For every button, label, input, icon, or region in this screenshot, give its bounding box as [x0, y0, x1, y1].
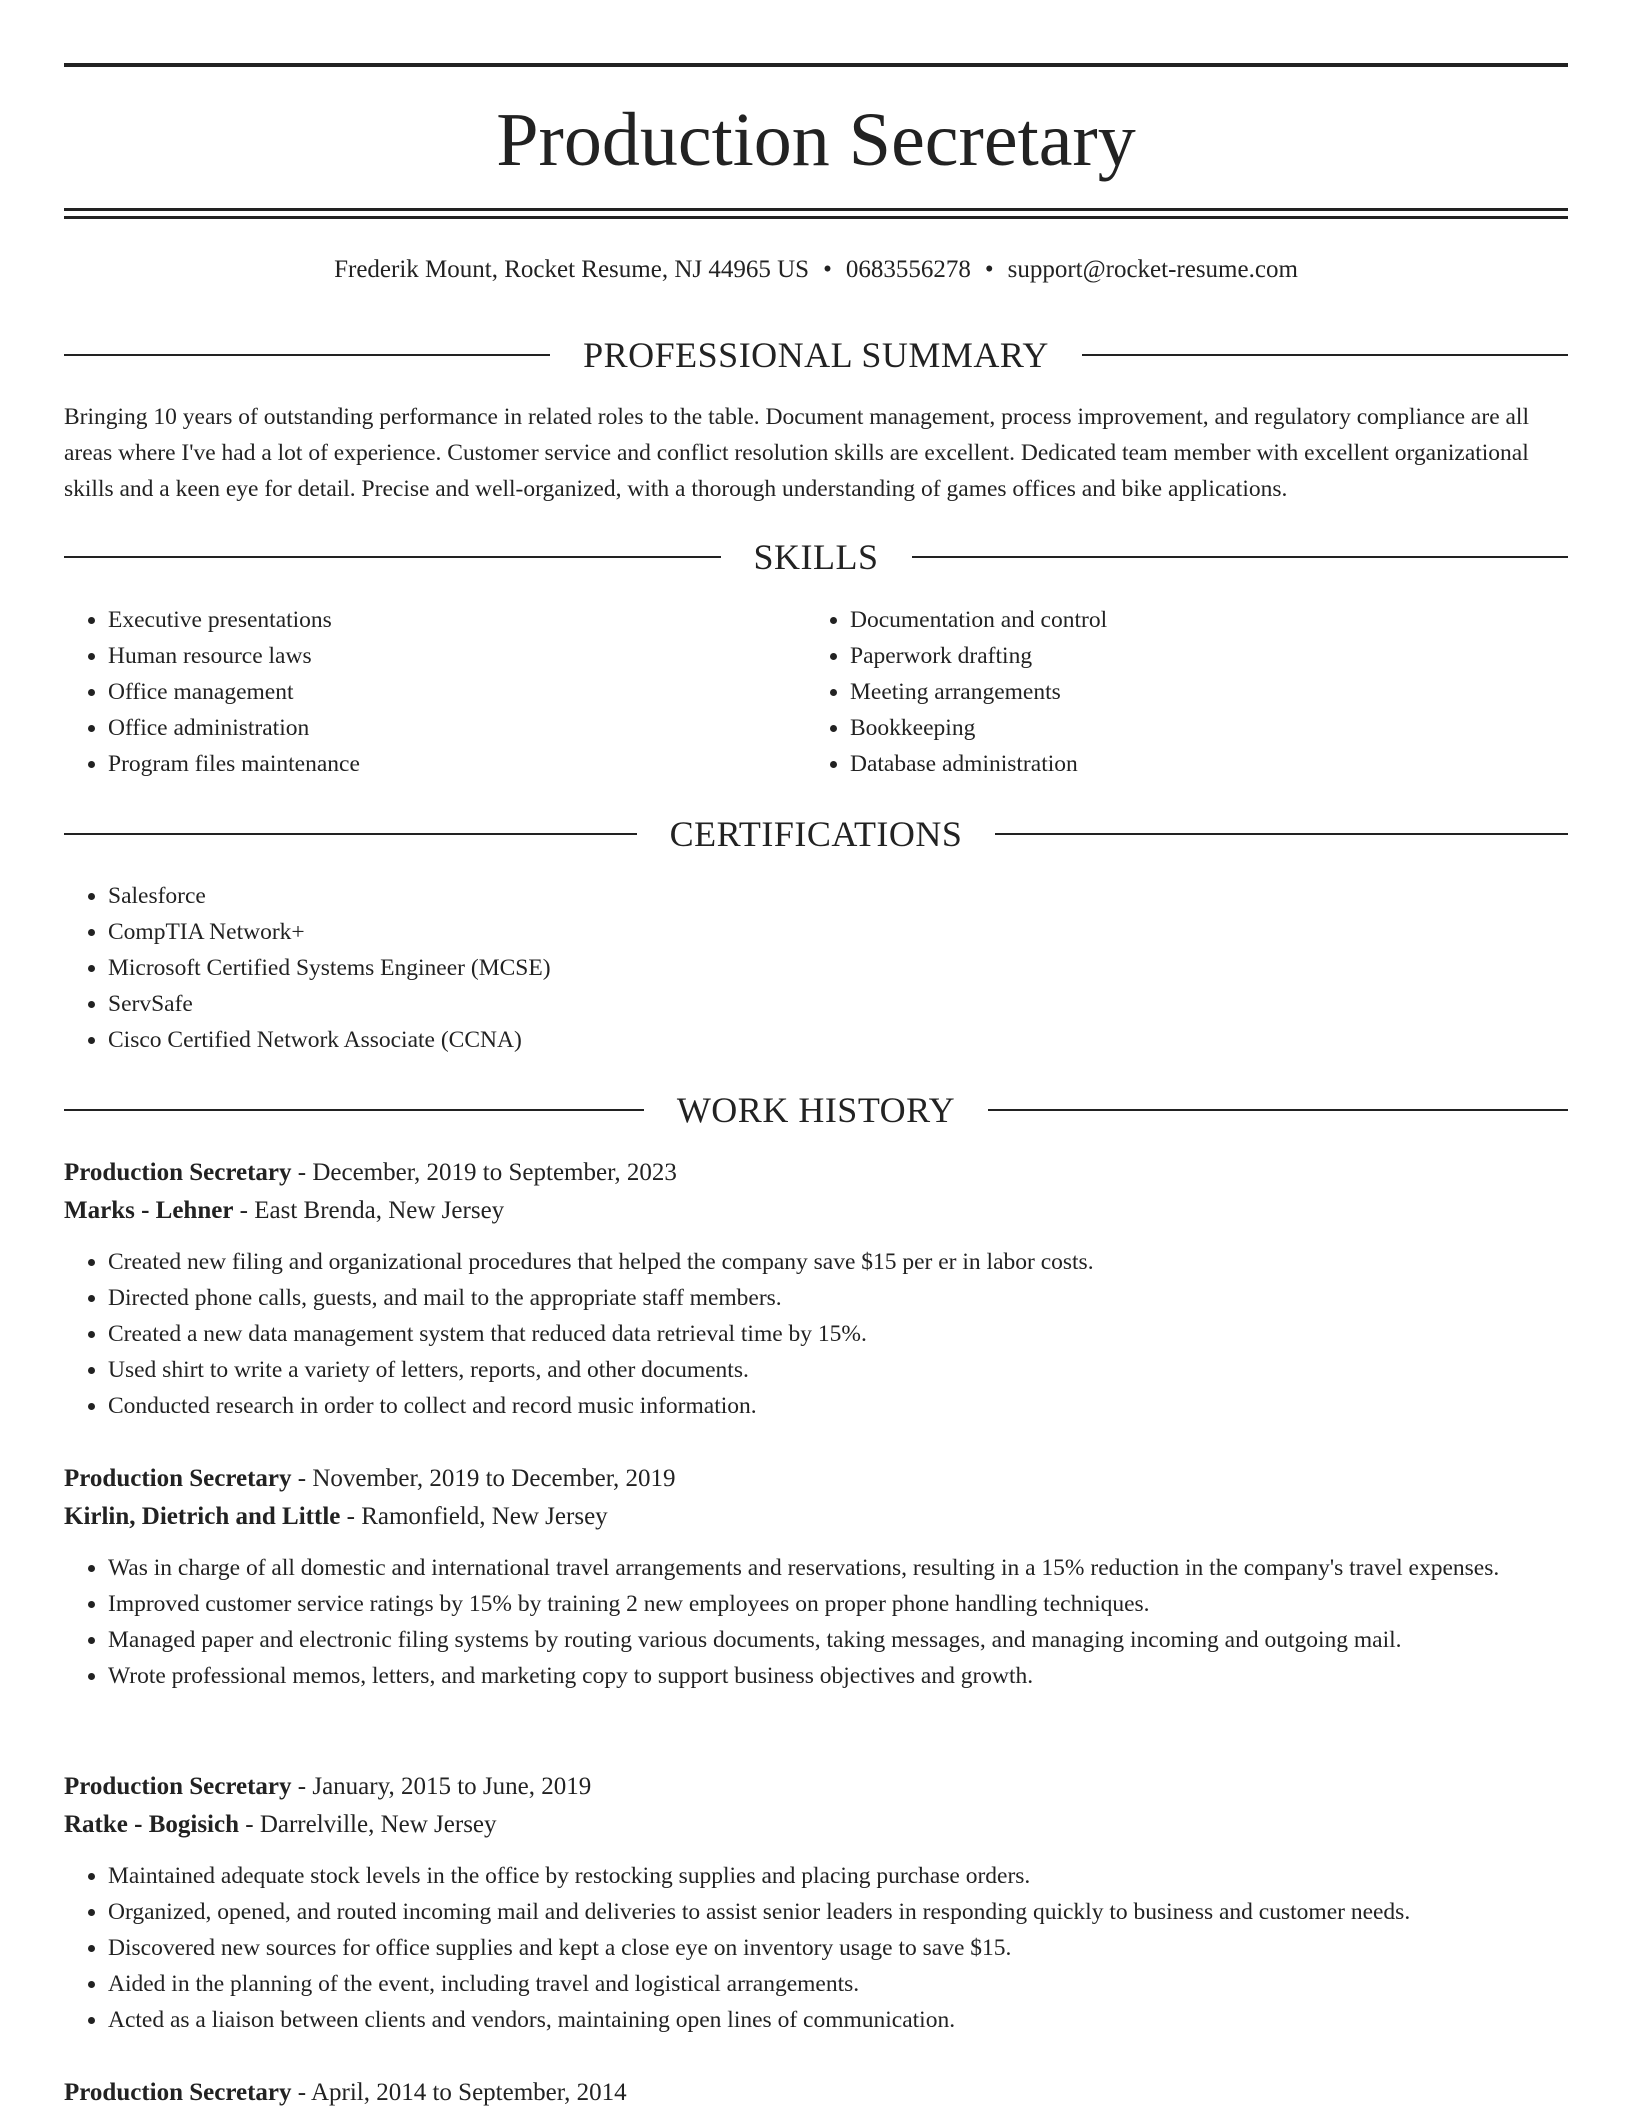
work-history-heading-label: WORK HISTORY [676, 1090, 956, 1130]
job-bullet: • Created new filing and organizational procedures that helped the company save $15 per er in labor costs. [108, 1244, 1568, 1280]
job-title: Production Secretary [64, 1159, 292, 1186]
job-title-line [64, 1460, 1568, 1498]
job-bullet: • Acted as a liaison between clients and vendors, maintaining open lines of communication. [108, 2002, 1568, 2038]
skills-column-left [64, 602, 764, 782]
certification-item: • Microsoft Certified Systems Engineer (MCSE) [108, 950, 1568, 986]
job-company-line [64, 1192, 1568, 1230]
skill-item: • Documentation and control [850, 602, 1506, 638]
job-bullet: • Improved customer service ratings by 15% by training 2 new employees on proper phone handling techniques. [108, 1586, 1568, 1622]
job-bullet: • Used shirt to write a variety of letters, reports, and other documents. [108, 1352, 1568, 1388]
certifications-list [64, 878, 1568, 1058]
certification-item: • Salesforce [108, 878, 1568, 914]
certification-item: • CompTIA Network+ [108, 914, 1568, 950]
job-title: Production Secretary [64, 1465, 292, 1492]
job-title-line [64, 1154, 1568, 1192]
job-bullet: • Managed paper and electronic filing systems by routing various documents, taking messages, and managing incoming and outgoing mail. [108, 1622, 1568, 1658]
skills-column-right [806, 602, 1506, 782]
skill-item: • Paperwork drafting [850, 638, 1506, 674]
contact-address: Frederik Mount, Rocket Resume, NJ 44965 US [334, 256, 810, 283]
job-location: - Darrelville, New Jersey [239, 1811, 497, 1838]
job-bullets [64, 1244, 1568, 1424]
summary-heading-label: PROFESSIONAL SUMMARY [583, 335, 1049, 375]
job-dates: - April, 2014 to September, 2014 [291, 2079, 627, 2106]
skill-item: • Office administration [108, 710, 764, 746]
skill-item: • Executive presentations [108, 602, 764, 638]
job-bullet: • Was in charge of all domestic and international travel arrangements and reservations, resulting in a 15% reduction in the company's travel expenses. [108, 1550, 1568, 1586]
summary-text: Bringing 10 years of outstanding performance in related roles to the table. Document management, process improvement, and regulatory compliance are all areas where I've had a lot of experience. Customer service and conflict resolution skills are excellent. Dedicated team member with excellent organizational skills and a keen eye for detail. Precise and well-organized, with a thorough understanding of games offices and bike applications. [64, 404, 1529, 502]
heading-rule-left [64, 354, 550, 356]
job-company: Kirlin, Dietrich and Little [64, 1503, 341, 1530]
contact-line [64, 252, 1568, 288]
certifications-heading-label: CERTIFICATIONS [669, 814, 963, 854]
heading-rule-left [64, 833, 637, 835]
job-bullet: • Conducted research in order to collect and record music information. [108, 1388, 1568, 1424]
resume-title: Production Secretary [496, 98, 1136, 182]
job-title-line [64, 2074, 1568, 2112]
certification-item: • Cisco Certified Network Associate (CCNA) [108, 1022, 1568, 1058]
summary-heading [64, 333, 1568, 377]
skill-item: • Bookkeeping [850, 710, 1506, 746]
job-dates: - January, 2015 to June, 2019 [291, 1773, 592, 1800]
job-entry [64, 2074, 1568, 2112]
top-rule [64, 63, 1568, 67]
job-bullet: • Directed phone calls, guests, and mail to the appropriate staff members. [108, 1280, 1568, 1316]
job-bullet: • Discovered new sources for office supplies and kept a close eye on inventory usage to save $15. [108, 1930, 1568, 1966]
skill-item: • Meeting arrangements [850, 674, 1506, 710]
skills-heading-label: SKILLS [753, 537, 879, 577]
skill-item: • Office management [108, 674, 764, 710]
heading-rule-right [912, 556, 1569, 558]
job-company: Marks - Lehner [64, 1197, 234, 1224]
heading-rule-right [995, 833, 1568, 835]
job-dates: - November, 2019 to December, 2019 [291, 1465, 676, 1492]
job-bullet: • Organized, opened, and routed incoming mail and deliveries to assist senior leaders in responding quickly to business and customer needs. [108, 1894, 1568, 1930]
skills-heading [64, 535, 1568, 579]
contact-separator: • [984, 256, 994, 283]
job-bullets [64, 1550, 1568, 1694]
work-history-heading [64, 1088, 1568, 1132]
heading-rule-right [988, 1109, 1568, 1111]
skill-item: • Database administration [850, 746, 1506, 782]
job-bullet: • Maintained adequate stock levels in the office by restocking supplies and placing purchase orders. [108, 1858, 1568, 1894]
certifications-block [64, 878, 1568, 1058]
job-title: Production Secretary [64, 2079, 292, 2106]
heading-rule-left [64, 1109, 644, 1111]
job-company-line [64, 1806, 1568, 1844]
title-rule-lower [64, 216, 1568, 219]
job-location: - East Brenda, New Jersey [233, 1197, 505, 1224]
job-entry [64, 1460, 1568, 1694]
skills-list-left [64, 602, 764, 782]
job-dates: - December, 2019 to September, 2023 [291, 1159, 677, 1186]
contact-separator: • [823, 256, 832, 283]
skill-item: • Program files maintenance [108, 746, 764, 782]
certification-item: • ServSafe [108, 986, 1568, 1022]
contact-phone: 0683556278 [845, 256, 971, 283]
title-rule-upper [64, 208, 1568, 211]
job-entry [64, 1768, 1568, 2038]
job-bullets [64, 1858, 1568, 2038]
job-entry [64, 1154, 1568, 1424]
job-bullet: • Wrote professional memos, letters, and marketing copy to support business objectives and growth. [108, 1658, 1568, 1694]
job-bullet: • Aided in the planning of the event, including travel and logistical arrangements. [108, 1966, 1568, 2002]
job-bullet: • Created a new data management system that reduced data retrieval time by 15%. [108, 1316, 1568, 1352]
skills-list-right [806, 602, 1506, 782]
heading-rule-right [1082, 354, 1568, 356]
job-title: Production Secretary [64, 1773, 292, 1800]
skill-item: • Human resource laws [108, 638, 764, 674]
job-location: - Ramonfield, New Jersey [340, 1503, 608, 1530]
job-company-line [64, 1498, 1568, 1536]
contact-email: support@rocket-resume.com [1007, 256, 1298, 283]
job-title-line [64, 1768, 1568, 1806]
certifications-heading [64, 812, 1568, 856]
heading-rule-left [64, 556, 721, 558]
job-company: Ratke - Bogisich [64, 1811, 239, 1838]
